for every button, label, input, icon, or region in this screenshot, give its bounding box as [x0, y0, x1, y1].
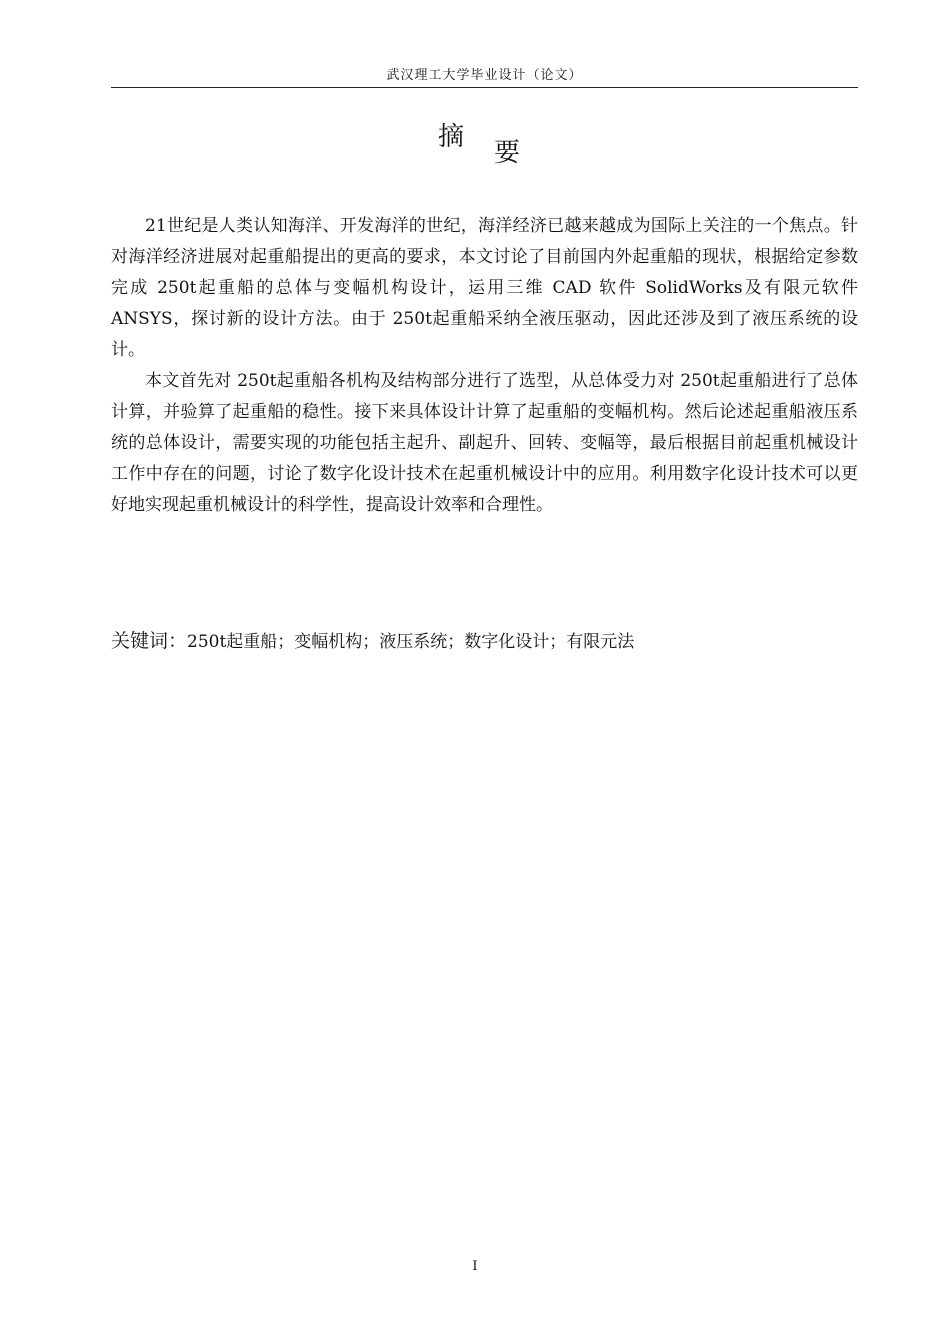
abstract-title-char-2: 要: [494, 138, 521, 168]
abstract-title-char-1: 摘: [438, 122, 465, 152]
keywords-label: 关键词：: [111, 630, 188, 652]
abstract-paragraph-1: 21世纪是人类认知海洋、开发海洋的世纪，海洋经济已越来越成为国际上关注的一个焦点。针对海洋经济进展对起重船提出的更高的要求，本文讨论了目前国内外起重船的现状，根据给定参数完成 250t起重船的总体与变幅机构设计，运用三维 CAD 软件 SolidWorks及有限元软件 ANSYS，探讨新的设计方法。由于 250t起重船采纳全液压驱动，因此还涉及到了液压系统的设计。: [111, 216, 858, 360]
running-header: 武汉理工大学毕业设计（论文）: [386, 68, 583, 83]
abstract-body: [111, 211, 858, 521]
keywords-text: 250t起重船；变幅机构；液压系统；数字化设计；有限元法: [187, 632, 635, 652]
abstract-paragraph-2: 本文首先对 250t起重船各机构及结构部分进行了选型，从总体受力对 250t起重船进行了总体计算，并验算了起重船的稳性。接下来具体设计计算了起重船的变幅机构。然后论述起重船液压系统的总体设计，需要实现的功能包括主起升、副起升、回转、变幅等，最后根据目前起重机械设计工作中存在的问题，讨论了数字化设计技术在起重机械设计中的应用。利用数字化设计技术可以更好地实现起重机械设计的科学性，提高设计效率和合理性。: [111, 371, 858, 515]
keywords: [111, 627, 858, 656]
header-rule: [111, 87, 858, 88]
page-number: I: [472, 1259, 478, 1274]
